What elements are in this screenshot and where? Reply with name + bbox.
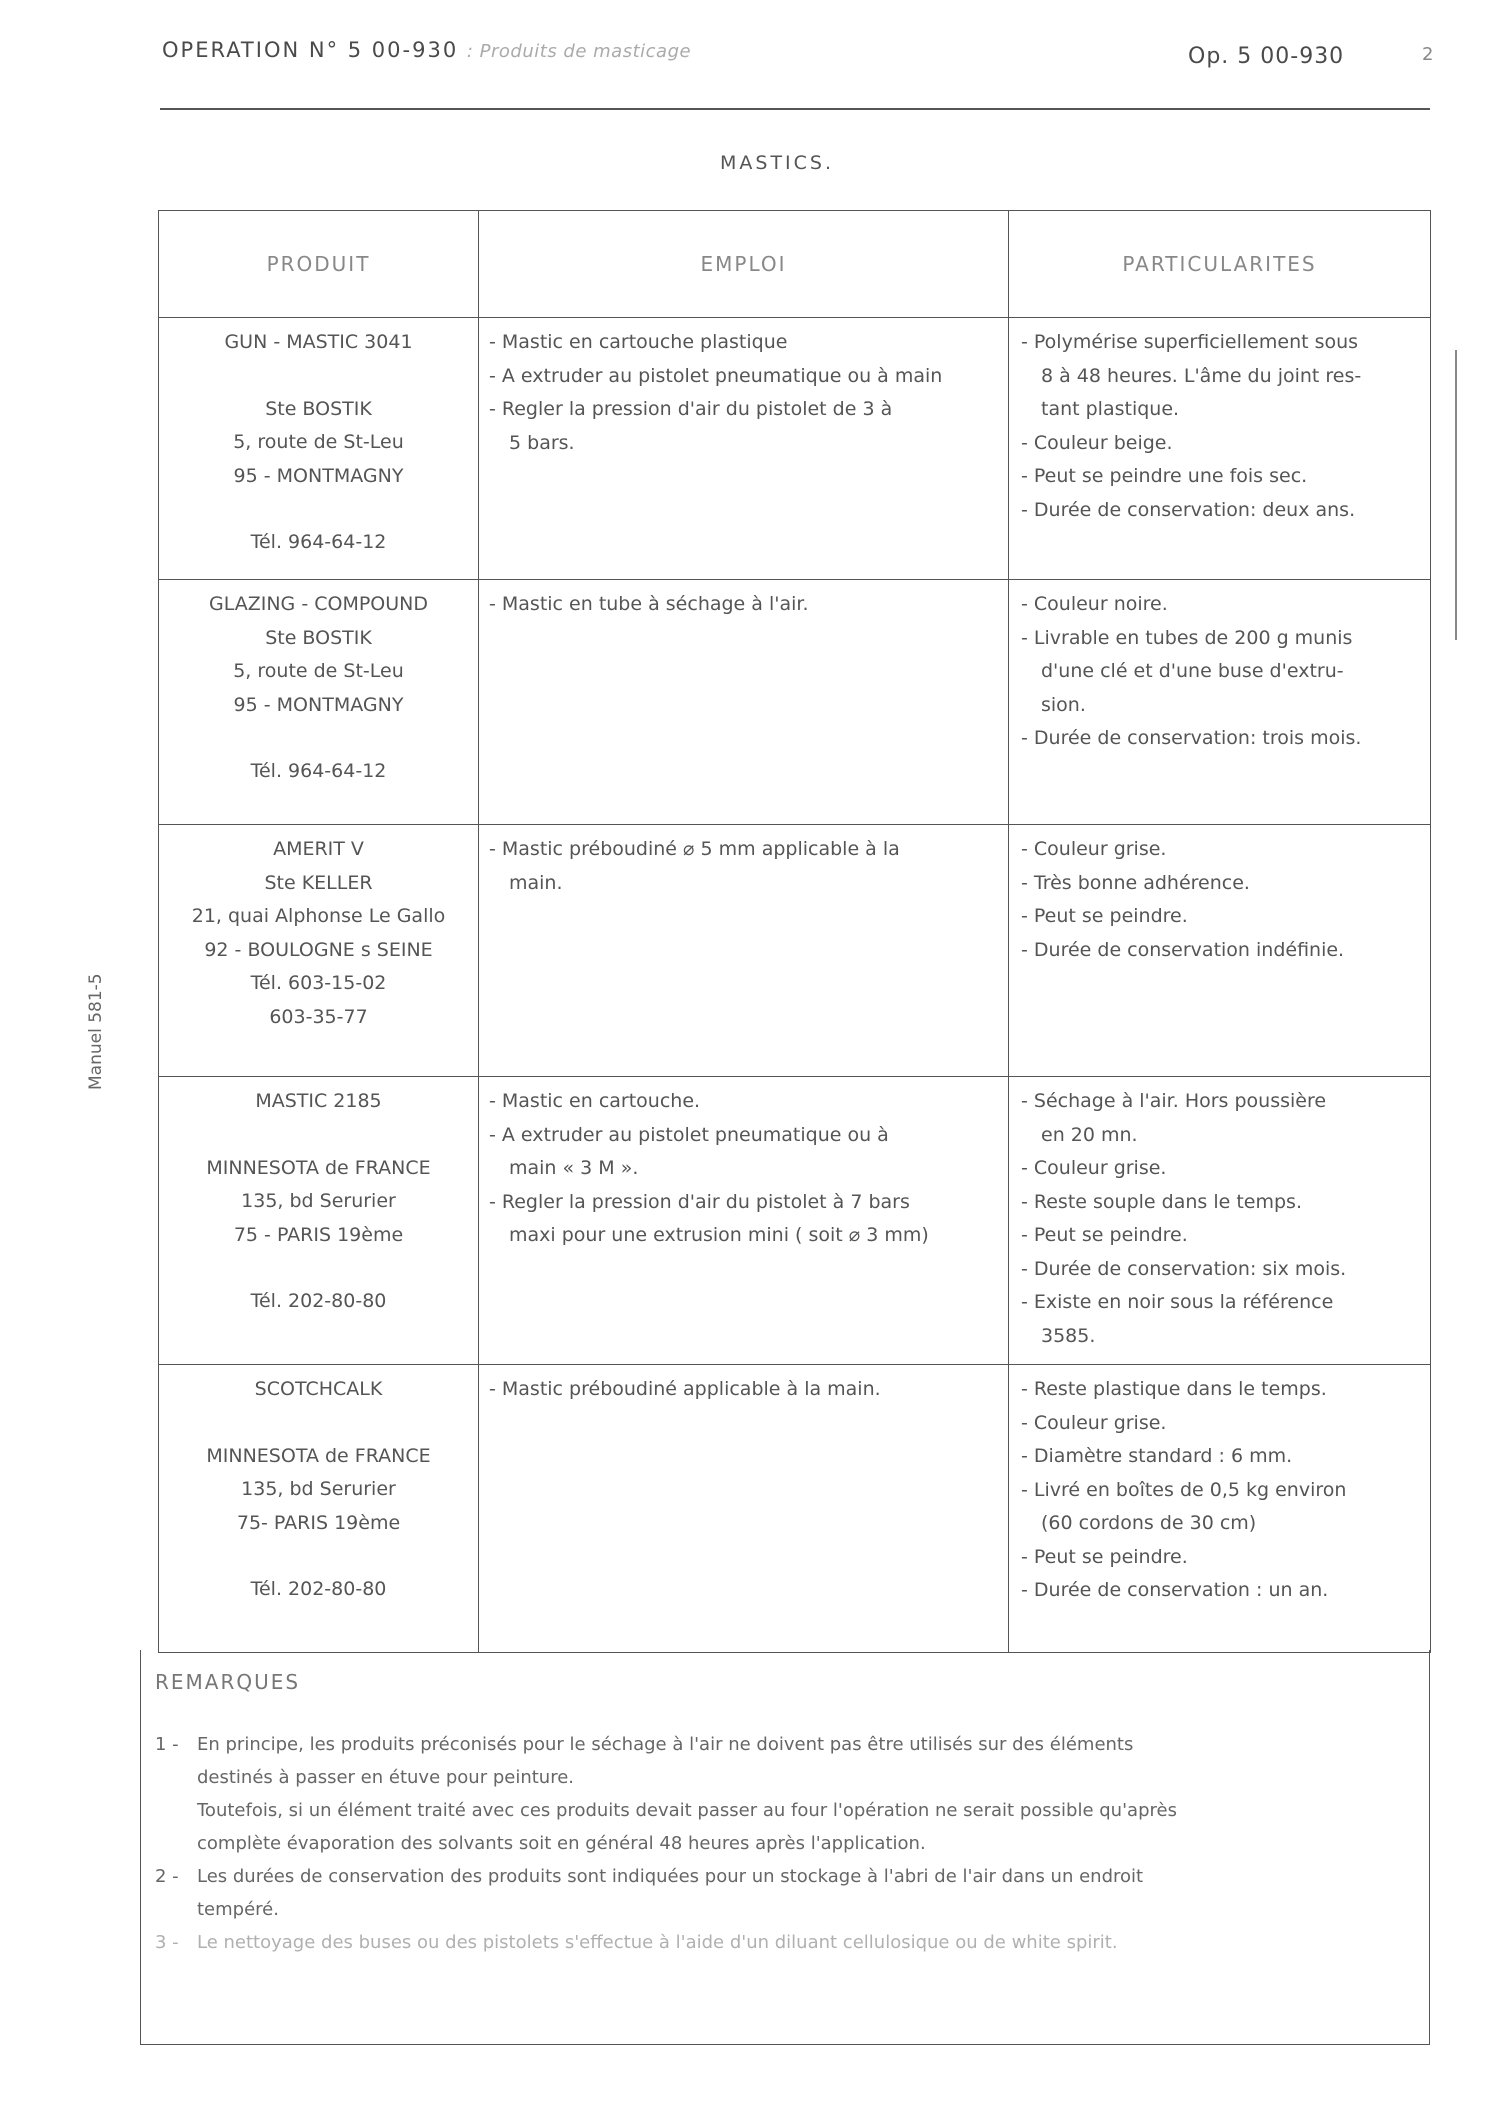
header-product: PRODUIT [159, 211, 479, 318]
cell-line [163, 1540, 474, 1573]
remark-item [155, 1926, 1425, 1959]
cell-line: - Diamètre standard : 6 mm. [1021, 1445, 1293, 1467]
features-cell [1009, 318, 1431, 580]
remark-number: 2 - [155, 1866, 179, 1887]
cell-line: - Couleur grise. [1021, 1157, 1167, 1179]
remarks-title: REMARQUES [155, 1670, 301, 1694]
products-table [158, 210, 1431, 1653]
cell-line: 95 - MONTMAGNY [233, 693, 404, 716]
cell-line: 21, quai Alphonse Le Gallo [191, 905, 446, 927]
header-usage: EMPLOI [479, 211, 1009, 318]
cell-line: Tél. 603-15-02 [250, 972, 387, 994]
cell-line: - Couleur grise. [1021, 1411, 1167, 1434]
cell-line: MINNESOTA de FRANCE [206, 1156, 431, 1179]
cell-line: 5 bars. [509, 431, 575, 454]
cell-line: - Regler la pression d'air du pistolet de 3 à [489, 398, 893, 420]
cell-line: GUN - MASTIC 3041 [224, 331, 413, 353]
cell-line: - Reste souple dans le temps. [1021, 1190, 1302, 1213]
cell-line: Tél. 202-80-80 [250, 1578, 387, 1600]
cell-line: - Mastic en cartouche. [489, 1090, 701, 1112]
usage-cell [479, 318, 1009, 580]
cell-line [163, 722, 474, 755]
table-row [159, 580, 1431, 825]
product-cell [159, 580, 479, 825]
cell-line [163, 1119, 474, 1152]
cell-line: main. [509, 871, 563, 894]
table-row [159, 1077, 1431, 1365]
usage-cell [479, 1365, 1009, 1653]
cell-line: MINNESOTA de FRANCE [206, 1444, 431, 1467]
cell-line: - Peut se peindre une fois sec. [1021, 465, 1308, 487]
usage-cell [479, 580, 1009, 825]
cell-line: 75- PARIS 19ème [236, 1511, 401, 1534]
features-cell [1009, 1077, 1431, 1365]
cell-line: sion. [1041, 693, 1086, 716]
side-label: Manuel 581-5 [86, 973, 106, 1090]
cell-line: GLAZING - COMPOUND [208, 593, 428, 615]
cell-line: 8 à 48 heures. L'âme du joint res- [1041, 364, 1362, 387]
cell-line: - A extruder au pistolet pneumatique ou à [489, 1123, 889, 1146]
remark-line: Le nettoyage des buses ou des pistolets s'effectue à l'aide d'un diluant cellulosique ou de white spirit. [197, 1932, 1118, 1953]
cell-line: - Peut se peindre. [1021, 905, 1188, 927]
cell-line: Tél. 202-80-80 [250, 1290, 387, 1312]
header-operation-code: OPERATION N° 5 00-930 [162, 38, 459, 62]
cell-line: - Durée de conservation: deux ans. [1021, 498, 1356, 521]
header-rule [160, 108, 1430, 110]
remarks-list [155, 1728, 1425, 1959]
cell-line [163, 1252, 474, 1285]
remark-line: Les durées de conservation des produits sont indiquées pour un stockage à l'abri de l'air dans un endroit [197, 1866, 1144, 1887]
section-title: MASTICS. [720, 152, 835, 174]
cell-line [163, 1407, 474, 1440]
table-header-row [159, 211, 1431, 318]
cell-line: maxi pour une extrusion mini ( soit ⌀ 3 mm) [509, 1224, 929, 1246]
cell-line: Tél. 964-64-12 [250, 760, 387, 782]
remarks-box [140, 1650, 1430, 2045]
cell-line: main « 3 M ». [509, 1157, 639, 1179]
cell-line: Ste KELLER [264, 871, 373, 894]
product-cell [159, 1077, 479, 1365]
features-cell [1009, 825, 1431, 1077]
cell-line: MASTIC 2185 [255, 1090, 382, 1112]
cell-line: - Mastic préboudiné ⌀ 5 mm applicable à la [489, 838, 900, 860]
cell-line: tant plastique. [1041, 398, 1180, 420]
cell-line: - Couleur noire. [1021, 593, 1168, 615]
margin-mark [1455, 350, 1457, 640]
cell-line: 603-35-77 [269, 1005, 368, 1028]
header-operation-subtitle: : Produits de masticage [466, 41, 692, 62]
cell-line: - Durée de conservation indéfinie. [1021, 938, 1345, 961]
cell-line: 5, route de St-Leu [233, 431, 404, 453]
cell-line: 135, bd Serurier [241, 1478, 396, 1500]
usage-cell [479, 825, 1009, 1077]
cell-line: Ste BOSTIK [265, 397, 372, 420]
remark-number: 1 - [155, 1734, 179, 1755]
cell-line: - A extruder au pistolet pneumatique ou à main [489, 364, 943, 387]
features-cell [1009, 1365, 1431, 1653]
cell-line: - Durée de conservation : un an. [1021, 1579, 1329, 1601]
table-row [159, 318, 1431, 580]
cell-line: 3585. [1041, 1324, 1096, 1347]
cell-line: SCOTCHCALK [254, 1378, 383, 1400]
remark-line: En principe, les produits préconisés pour le séchage à l'air ne doivent pas être utilisés sur des éléments [197, 1734, 1134, 1755]
cell-line: en 20 mn. [1041, 1123, 1138, 1146]
header-reference: Op. 5 00-930 [1188, 44, 1345, 69]
header-features: PARTICULARITES [1009, 211, 1431, 318]
cell-line [163, 493, 474, 526]
cell-line: 95 - MONTMAGNY [233, 464, 404, 487]
cell-line: - Reste plastique dans le temps. [1021, 1378, 1327, 1400]
remark-item [155, 1728, 1425, 1860]
cell-line: - Mastic en tube à séchage à l'air. [489, 593, 809, 615]
remark-line: destinés à passer en étuve pour peinture. [197, 1767, 575, 1788]
cell-line: - Existe en noir sous la référence [1021, 1291, 1334, 1313]
product-cell [159, 1365, 479, 1653]
header-operation [162, 38, 691, 62]
cell-line: - Durée de conservation: six mois. [1021, 1257, 1347, 1280]
cell-line [163, 360, 474, 393]
cell-line: Ste BOSTIK [265, 626, 372, 649]
cell-line: - Durée de conservation: trois mois. [1021, 727, 1362, 749]
remark-line: tempéré. [197, 1899, 279, 1920]
product-cell [159, 318, 479, 580]
cell-line: - Séchage à l'air. Hors poussière [1021, 1090, 1327, 1112]
cell-line: - Peut se peindre. [1021, 1545, 1188, 1568]
cell-line: 92 - BOULOGNE s SEINE [204, 938, 433, 961]
cell-line: - Livré en boîtes de 0,5 kg environ [1021, 1478, 1347, 1501]
cell-line: 75 - PARIS 19ème [233, 1223, 404, 1246]
header-page-mark: 2 [1422, 44, 1434, 65]
remark-line: Toutefois, si un élément traité avec ces produits devait passer au four l'opération ne serait possible qu'après [197, 1800, 1177, 1821]
product-cell [159, 825, 479, 1077]
table-row [159, 825, 1431, 1077]
cell-line: d'une clé et d'une buse d'extru- [1041, 660, 1344, 682]
cell-line: - Mastic en cartouche plastique [489, 331, 788, 353]
features-cell [1009, 580, 1431, 825]
remark-item [155, 1860, 1425, 1926]
cell-line: - Peut se peindre. [1021, 1224, 1188, 1246]
remark-number: 3 - [155, 1932, 179, 1953]
table-row [159, 1365, 1431, 1653]
cell-line: - Très bonne adhérence. [1021, 871, 1250, 894]
cell-line: - Regler la pression d'air du pistolet à 7 bars [489, 1190, 910, 1213]
cell-line: 5, route de St-Leu [233, 660, 404, 682]
cell-line: - Livrable en tubes de 200 g munis [1021, 626, 1353, 649]
cell-line: Tél. 964-64-12 [250, 531, 387, 553]
cell-line: (60 cordons de 30 cm) [1041, 1512, 1257, 1534]
cell-line: - Polymérise superficiellement sous [1021, 331, 1359, 353]
cell-line: - Couleur beige. [1021, 431, 1173, 454]
usage-cell [479, 1077, 1009, 1365]
cell-line: - Couleur grise. [1021, 838, 1167, 860]
remark-line: complète évaporation des solvants soit en général 48 heures après l'application. [197, 1833, 926, 1854]
cell-line: 135, bd Serurier [241, 1190, 396, 1212]
cell-line: AMERIT V [273, 838, 364, 860]
cell-line: - Mastic préboudiné applicable à la main. [489, 1378, 881, 1400]
